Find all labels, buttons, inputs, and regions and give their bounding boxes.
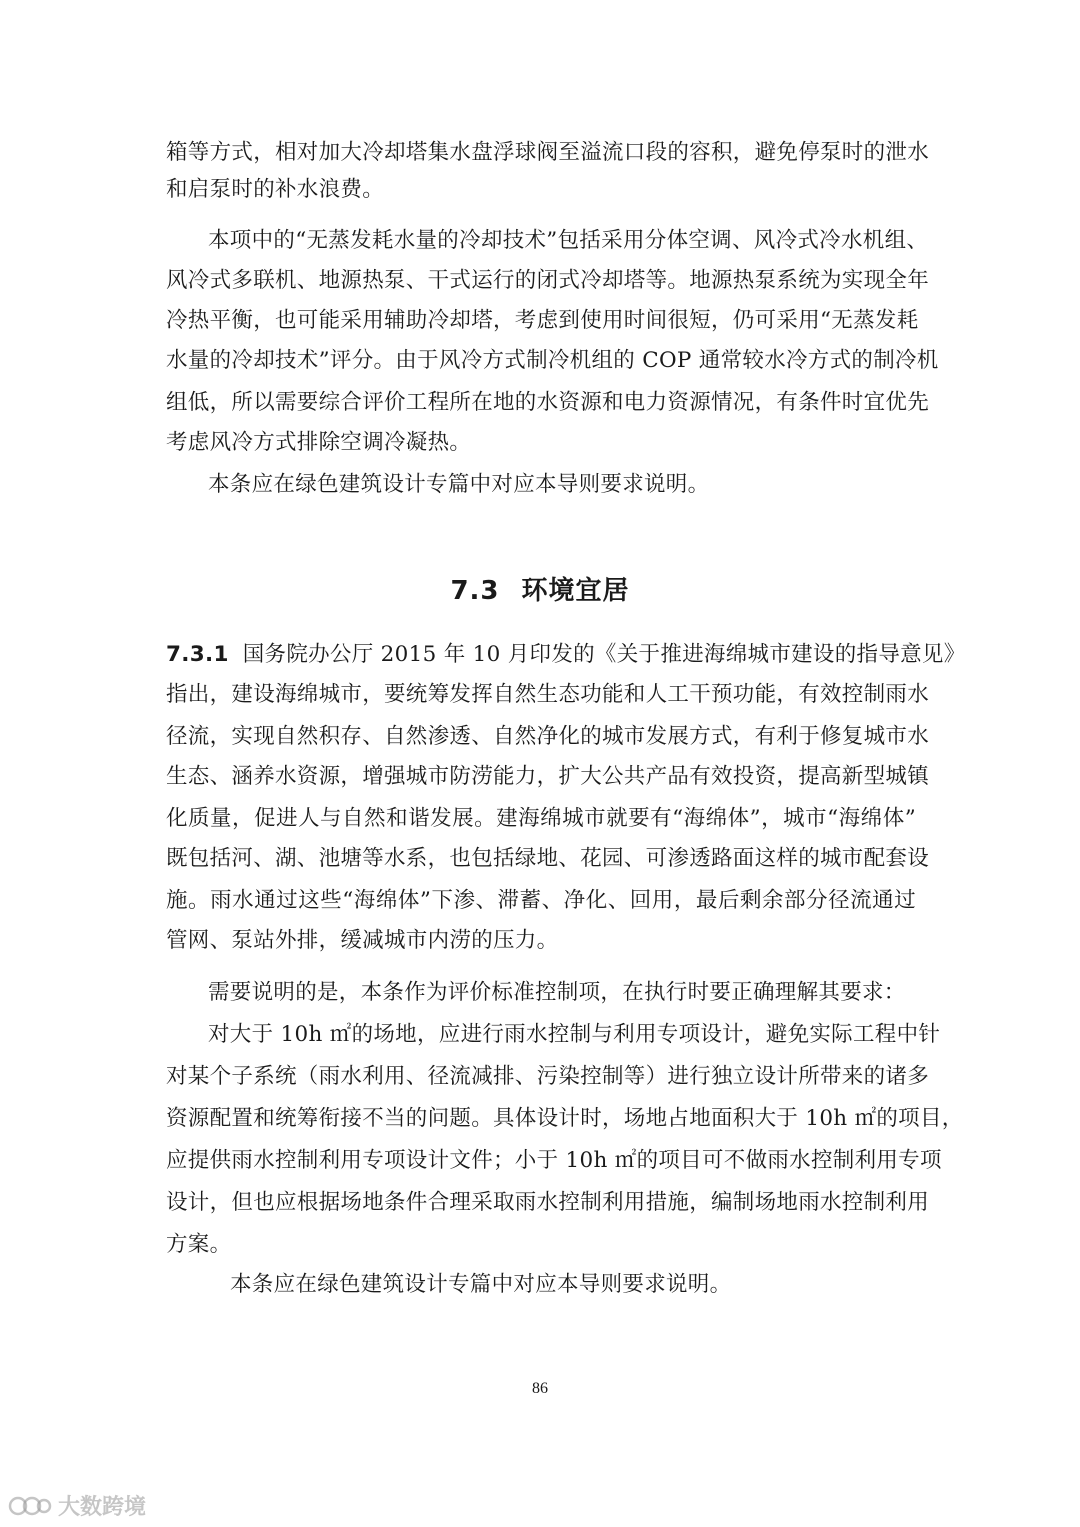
paragraph-line: 箱等方式，相对加大冷却塔集水盘浮球阀至溢流口段的容积，避免停泵时的泄水 xyxy=(166,140,930,165)
section-title: 环境宜居 xyxy=(521,576,630,606)
page-number: 86 xyxy=(532,1380,548,1397)
paragraph-line: 应提供雨水控制利用专项设计文件；小于 10h ㎡的项目可不做雨水控制利用专项 xyxy=(166,1148,942,1173)
section-number: 7.3 xyxy=(450,576,500,606)
paragraph-line: 冷热平衡，也可能采用辅助冷却塔，考虑到使用时间很短，仍可采用“无蒸发耗 xyxy=(166,308,919,333)
paragraph-line: 本条应在绿色建筑设计专篇中对应本导则要求说明。 xyxy=(230,1272,732,1297)
paragraph-line: 水量的冷却技术”评分。由于风冷方式制冷机组的 COP 通常较水冷方式的制冷机 xyxy=(166,348,939,373)
clause-number: 7.3.1 xyxy=(166,642,229,667)
paragraph-line: 径流，实现自然积存、自然渗透、自然净化的城市发展方式，有利于修复城市水 xyxy=(166,724,930,749)
paragraph-line: 组低，所以需要综合评价工程所在地的水资源和电力资源情况，有条件时宜优先 xyxy=(166,390,930,415)
paragraph-line: 设计，但也应根据场地条件合理采取雨水控制利用措施，编制场地雨水控制利用 xyxy=(166,1190,930,1215)
paragraph-line: 本条应在绿色建筑设计专篇中对应本导则要求说明。 xyxy=(208,472,710,497)
paragraph-line: 资源配置和统筹衔接不当的问题。具体设计时，场地占地面积大于 10h ㎡的项目， xyxy=(166,1106,964,1131)
paragraph-line: 施。雨水通过这些“海绵体”下渗、滞蓄、净化、回用，最后剩余部分径流通过 xyxy=(166,888,916,913)
paragraph-line: 和启泵时的补水浪费。 xyxy=(166,177,385,202)
watermark-logo-icon xyxy=(8,1494,52,1518)
section-heading xyxy=(0,574,1080,608)
paragraph-line: 指出，建设海绵城市，要统筹发挥自然生态功能和人工干预功能，有效控制雨水 xyxy=(166,682,930,707)
paragraph-line: 化质量，促进人与自然和谐发展。建海绵城市就要有“海绵体”，城市“海绵体” xyxy=(166,806,916,831)
paragraph-line: 方案。 xyxy=(166,1232,232,1257)
paragraph-line: 考虑风冷方式排除空调冷凝热。 xyxy=(166,430,472,455)
paragraph-line: 需要说明的是，本条作为评价标准控制项，在执行时要正确理解其要求： xyxy=(208,980,906,1005)
paragraph-line: 生态、涵养水资源，增强城市防涝能力，扩大公共产品有效投资，提高新型城镇 xyxy=(166,764,930,789)
paragraph-line: 对大于 10h ㎡的场地，应进行雨水控制与利用专项设计，避免实际工程中针 xyxy=(208,1022,941,1047)
paragraph-line: 本项中的“无蒸发耗水量的冷却技术”包括采用分体空调、风冷式冷水机组、 xyxy=(208,228,929,253)
paragraph-line: 管网、泵站外排，缓减城市内涝的压力。 xyxy=(166,928,559,953)
paragraph-line: 对某个子系统（雨水利用、径流减排、污染控制等）进行独立设计所带来的诸多 xyxy=(166,1064,930,1089)
paragraph-line: 风冷式多联机、地源热泵、干式运行的闭式冷却塔等。地源热泵系统为实现全年 xyxy=(166,268,930,293)
clause-text: 国务院办公厅 2015 年 10 月印发的《关于推进海绵城市建设的指导意见》 xyxy=(242,642,966,667)
watermark-text: 大数跨境 xyxy=(58,1495,147,1520)
paragraph-line: 既包括河、湖、池塘等水系，也包括绿地、花园、可渗透路面这样的城市配套设 xyxy=(166,846,930,871)
clause-first-line xyxy=(166,640,966,670)
watermark xyxy=(8,1490,146,1521)
